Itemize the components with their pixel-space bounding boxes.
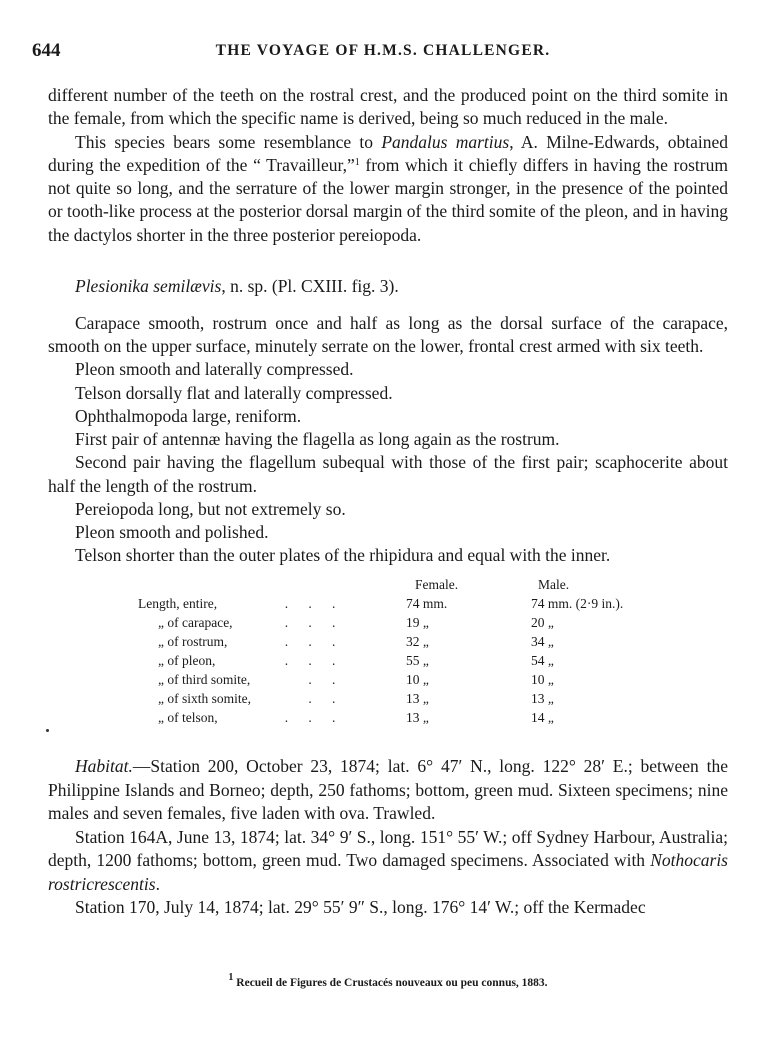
male-value: 54 „ — [531, 653, 554, 669]
female-value: 19 „ — [406, 615, 429, 631]
page-header — [32, 40, 734, 62]
para2-text-mid: , A. Milne-Edwards, obtained during the expedition of the “ Travailleur,” — [48, 131, 728, 175]
description-line: Carapace smooth, rostrum once and half as long as the dorsal surface of the carapace, smooth on the upper surface, minutely serrate on the lower, frontal crest armed with six teeth. — [48, 313, 728, 357]
row-label: „ of pleon, — [158, 653, 216, 669]
habitat-paragraph-1 — [48, 755, 728, 826]
description-line: First pair of antennæ having the flagella as long again as the rostrum. — [75, 429, 560, 450]
male-value: 13 „ — [531, 691, 554, 707]
row-label: „ of sixth somite, — [158, 691, 251, 707]
measurements-table — [48, 575, 728, 743]
para2-text-end: from which it chiefly differs in having the rostrum not quite so long, and the serrature of the lower margin stronger, in the presence of the pointed or tooth-like process at the posterior dorsal margin of the third somite of the pleon, and in having the dactylos shorter in the three posterior pereiopoda. — [48, 154, 728, 245]
habitat-text-1: —Station 200, October 23, 1874; lat. 6° 47′ N., long. 122° 28′ E.; between the Philippine Islands and Borneo; depth, 250 fathoms; bottom, green mud. Sixteen specimens; nine males and seven females, five laden with ova. Trawled. — [48, 756, 728, 824]
row-label: „ of carapace, — [158, 615, 233, 631]
description-line: Pleon smooth and polished. — [75, 521, 269, 542]
intro-paragraph-1: different number of the teeth on the rostral crest, and the produced point on the third somite in the female, from which the specific name is derived, being so much reduced in the male. — [48, 85, 728, 129]
row-label: „ of rostrum, — [158, 634, 228, 650]
male-value: 14 „ — [531, 710, 554, 726]
table-row — [48, 632, 728, 651]
female-value: 13 „ — [406, 691, 429, 707]
running-title: THE VOYAGE OF H.M.S. CHALLENGER. — [215, 42, 551, 59]
description-line: Ophthalmopoda large, reniform. — [75, 405, 302, 426]
description-line: Telson dorsally flat and laterally compressed. — [75, 382, 393, 403]
female-value: 10 „ — [406, 672, 429, 688]
table-row — [48, 689, 728, 708]
habitat-text-2: Station 164A, June 13, 1874; lat. 34° 9′ S., long. 151° 55′ W.; off Sydney Harbour, Australia; depth, 1200 fathoms; bottom, green mud. Two damaged specimens. Associated with — [48, 826, 728, 871]
habitat-section — [48, 755, 728, 920]
page-body — [48, 84, 728, 920]
table-row — [48, 613, 728, 632]
species-description — [48, 312, 728, 567]
leader-dots: . . . — [278, 710, 336, 726]
footnote-text: Recueil de Figures de Crustacés nouveaux ou peu connus, 1883. — [233, 977, 548, 989]
para2-text-start: This species bears some resemblance to — [75, 131, 382, 152]
margin-mark — [46, 729, 49, 732]
habitat-paragraph-3: Station 170, July 14, 1874; lat. 29° 55′ 9″ S., long. 176° 14′ W.; off the Kermadec — [75, 897, 646, 918]
description-line: Telson shorter than the outer plates of the rhipidura and equal with the inner. — [75, 545, 611, 566]
footnote — [0, 972, 776, 989]
row-label: „ of telson, — [158, 710, 218, 726]
female-value: 32 „ — [406, 634, 429, 650]
species-name-pandalus: Pandalus martius — [381, 131, 510, 152]
male-value: 20 „ — [531, 615, 554, 631]
habitat-paragraph-2 — [48, 826, 728, 897]
leader-dots: . . . — [278, 634, 336, 650]
species-name: Plesionika semilævis — [75, 276, 222, 297]
row-label: „ of third somite, — [158, 672, 251, 688]
habitat-text-2-end: . — [155, 873, 160, 894]
male-value: 10 „ — [531, 672, 554, 688]
leader-dots: . . — [278, 691, 336, 707]
species-name-nothocaris: Nothocaris rostricrescentis — [48, 850, 728, 894]
description-line: Second pair having the flagellum subequal with those of the first pair; scaphocerite about half the length of the rostrum. — [48, 452, 728, 496]
footnote-ref: 1 — [354, 156, 360, 168]
species-heading — [75, 275, 728, 298]
leader-dots: . . . — [278, 653, 336, 669]
intro-paragraph-2 — [48, 131, 728, 247]
table-row — [48, 670, 728, 689]
page-number: 644 — [32, 40, 61, 61]
leader-dots: . . — [278, 672, 336, 688]
column-header-female: Female. — [415, 577, 459, 593]
description-line: Pleon smooth and laterally compressed. — [75, 359, 354, 380]
male-value: 74 mm. (2·9 in.). — [531, 596, 624, 612]
female-value: 55 „ — [406, 653, 429, 669]
leader-dots: . . . — [278, 615, 336, 631]
female-value: 13 „ — [406, 710, 429, 726]
table-row — [48, 651, 728, 670]
table-row — [48, 594, 728, 613]
column-header-male: Male. — [538, 577, 570, 593]
table-row — [48, 708, 728, 727]
female-value: 74 mm. — [406, 596, 448, 612]
footnote-number: 1 — [228, 972, 234, 983]
description-line: Pereiopoda long, but not extremely so. — [75, 498, 346, 519]
leader-dots: . . . — [278, 596, 336, 612]
male-value: 34 „ — [531, 634, 554, 650]
habitat-label: Habitat. — [75, 756, 133, 777]
species-heading-rest: , n. sp. (Pl. CXIII. fig. 3). — [221, 276, 399, 297]
row-label: Length, entire, — [138, 596, 218, 612]
